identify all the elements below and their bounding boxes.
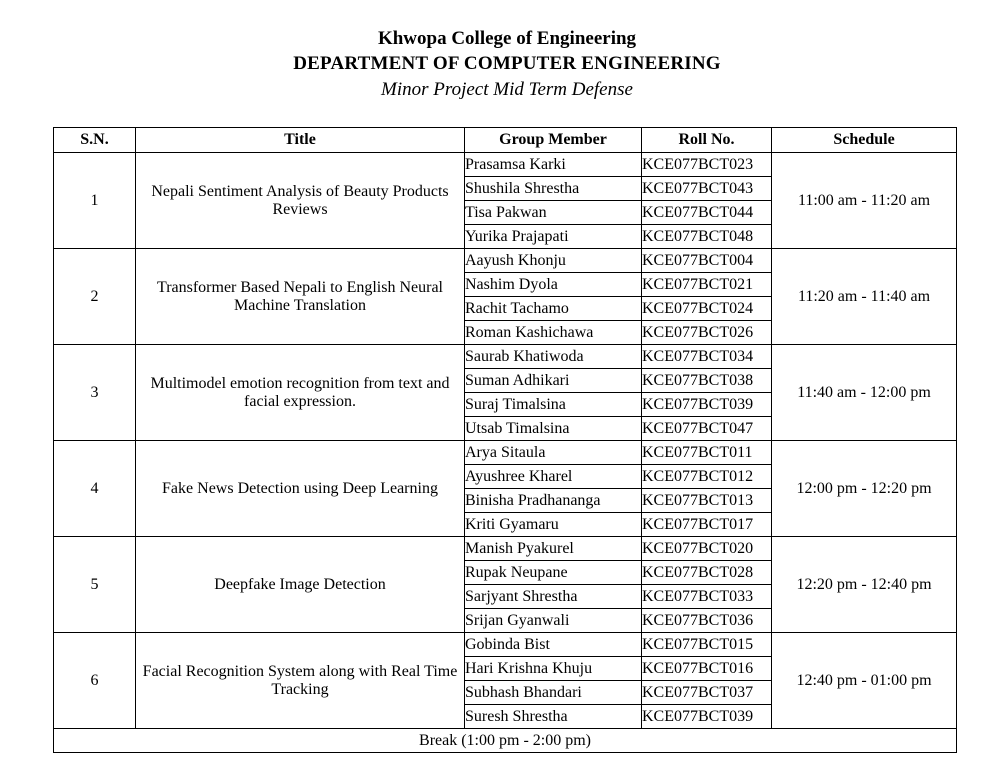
column-header-sn: S.N. <box>54 128 136 153</box>
schedule-table <box>53 127 957 753</box>
group-member-name: Utsab Timalsina <box>465 417 642 441</box>
group-member-name: Arya Sitaula <box>465 441 642 465</box>
table-row <box>54 345 957 369</box>
group-member-name: Subhash Bhandari <box>465 681 642 705</box>
column-header-roll-no: Roll No. <box>642 128 772 153</box>
group-member-name: Aayush Khonju <box>465 249 642 273</box>
schedule-time: 12:40 pm - 01:00 pm <box>772 633 957 729</box>
column-header-title: Title <box>136 128 465 153</box>
group-member-name: Nashim Dyola <box>465 273 642 297</box>
roll-number: KCE077BCT033 <box>642 585 772 609</box>
roll-number: KCE077BCT026 <box>642 321 772 345</box>
group-member-name: Ayushree Kharel <box>465 465 642 489</box>
roll-number: KCE077BCT013 <box>642 489 772 513</box>
schedule-time: 12:00 pm - 12:20 pm <box>772 441 957 537</box>
group-member-name: Prasamsa Karki <box>465 153 642 177</box>
group-member-name: Gobinda Bist <box>465 633 642 657</box>
column-header-schedule: Schedule <box>772 128 957 153</box>
group-member-name: Hari Krishna Khuju <box>465 657 642 681</box>
project-title: Fake News Detection using Deep Learning <box>136 441 465 537</box>
group-member-name: Suman Adhikari <box>465 369 642 393</box>
group-serial-number: 2 <box>54 249 136 345</box>
table-row <box>54 633 957 657</box>
project-title: Facial Recognition System along with Real Time Tracking <box>136 633 465 729</box>
roll-number: KCE077BCT037 <box>642 681 772 705</box>
group-member-name: Suraj Timalsina <box>465 393 642 417</box>
table-body <box>54 153 957 729</box>
roll-number: KCE077BCT028 <box>642 561 772 585</box>
roll-number: KCE077BCT011 <box>642 441 772 465</box>
group-member-name: Rupak Neupane <box>465 561 642 585</box>
group-member-name: Roman Kashichawa <box>465 321 642 345</box>
table-row <box>54 441 957 465</box>
roll-number: KCE077BCT021 <box>642 273 772 297</box>
group-member-name: Kriti Gyamaru <box>465 513 642 537</box>
group-serial-number: 4 <box>54 441 136 537</box>
roll-number: KCE077BCT039 <box>642 393 772 417</box>
group-member-name: Binisha Pradhananga <box>465 489 642 513</box>
roll-number: KCE077BCT043 <box>642 177 772 201</box>
roll-number: KCE077BCT048 <box>642 225 772 249</box>
college-name: Khwopa College of Engineering <box>377 28 637 49</box>
table-header-row <box>54 128 957 153</box>
table-row <box>54 153 957 177</box>
table-row <box>54 537 957 561</box>
project-title: Transformer Based Nepali to English Neural Machine Translation <box>136 249 465 345</box>
roll-number: KCE077BCT038 <box>642 369 772 393</box>
group-serial-number: 5 <box>54 537 136 633</box>
roll-number: KCE077BCT016 <box>642 657 772 681</box>
group-member-name: Tisa Pakwan <box>465 201 642 225</box>
table-row <box>54 249 957 273</box>
schedule-time: 11:40 am - 12:00 pm <box>772 345 957 441</box>
roll-number: KCE077BCT023 <box>642 153 772 177</box>
project-title: Deepfake Image Detection <box>136 537 465 633</box>
break-row <box>54 729 957 753</box>
schedule-time: 11:00 am - 11:20 am <box>772 153 957 249</box>
schedule-time: 12:20 pm - 12:40 pm <box>772 537 957 633</box>
department-title: DEPARTMENT OF COMPUTER ENGINEERING <box>293 53 721 74</box>
roll-number: KCE077BCT034 <box>642 345 772 369</box>
roll-number: KCE077BCT036 <box>642 609 772 633</box>
roll-number: KCE077BCT017 <box>642 513 772 537</box>
roll-number: KCE077BCT020 <box>642 537 772 561</box>
roll-number: KCE077BCT044 <box>642 201 772 225</box>
break-text: Break (1:00 pm - 2:00 pm) <box>54 729 957 753</box>
group-member-name: Srijan Gyanwali <box>465 609 642 633</box>
group-member-name: Shushila Shrestha <box>465 177 642 201</box>
project-title: Nepali Sentiment Analysis of Beauty Products Reviews <box>136 153 465 249</box>
column-header-group-member: Group Member <box>465 128 642 153</box>
group-serial-number: 1 <box>54 153 136 249</box>
project-title: Multimodel emotion recognition from text and facial expression. <box>136 345 465 441</box>
roll-number: KCE077BCT012 <box>642 465 772 489</box>
event-subtitle: Minor Project Mid Term Defense <box>381 79 633 100</box>
roll-number: KCE077BCT039 <box>642 705 772 729</box>
group-serial-number: 3 <box>54 345 136 441</box>
group-member-name: Yurika Prajapati <box>465 225 642 249</box>
group-serial-number: 6 <box>54 633 136 729</box>
group-member-name: Saurab Khatiwoda <box>465 345 642 369</box>
roll-number: KCE077BCT015 <box>642 633 772 657</box>
group-member-name: Suresh Shrestha <box>465 705 642 729</box>
group-member-name: Manish Pyakurel <box>465 537 642 561</box>
roll-number: KCE077BCT024 <box>642 297 772 321</box>
schedule-time: 11:20 am - 11:40 am <box>772 249 957 345</box>
group-member-name: Rachit Tachamo <box>465 297 642 321</box>
roll-number: KCE077BCT004 <box>642 249 772 273</box>
group-member-name: Sarjyant Shrestha <box>465 585 642 609</box>
roll-number: KCE077BCT047 <box>642 417 772 441</box>
